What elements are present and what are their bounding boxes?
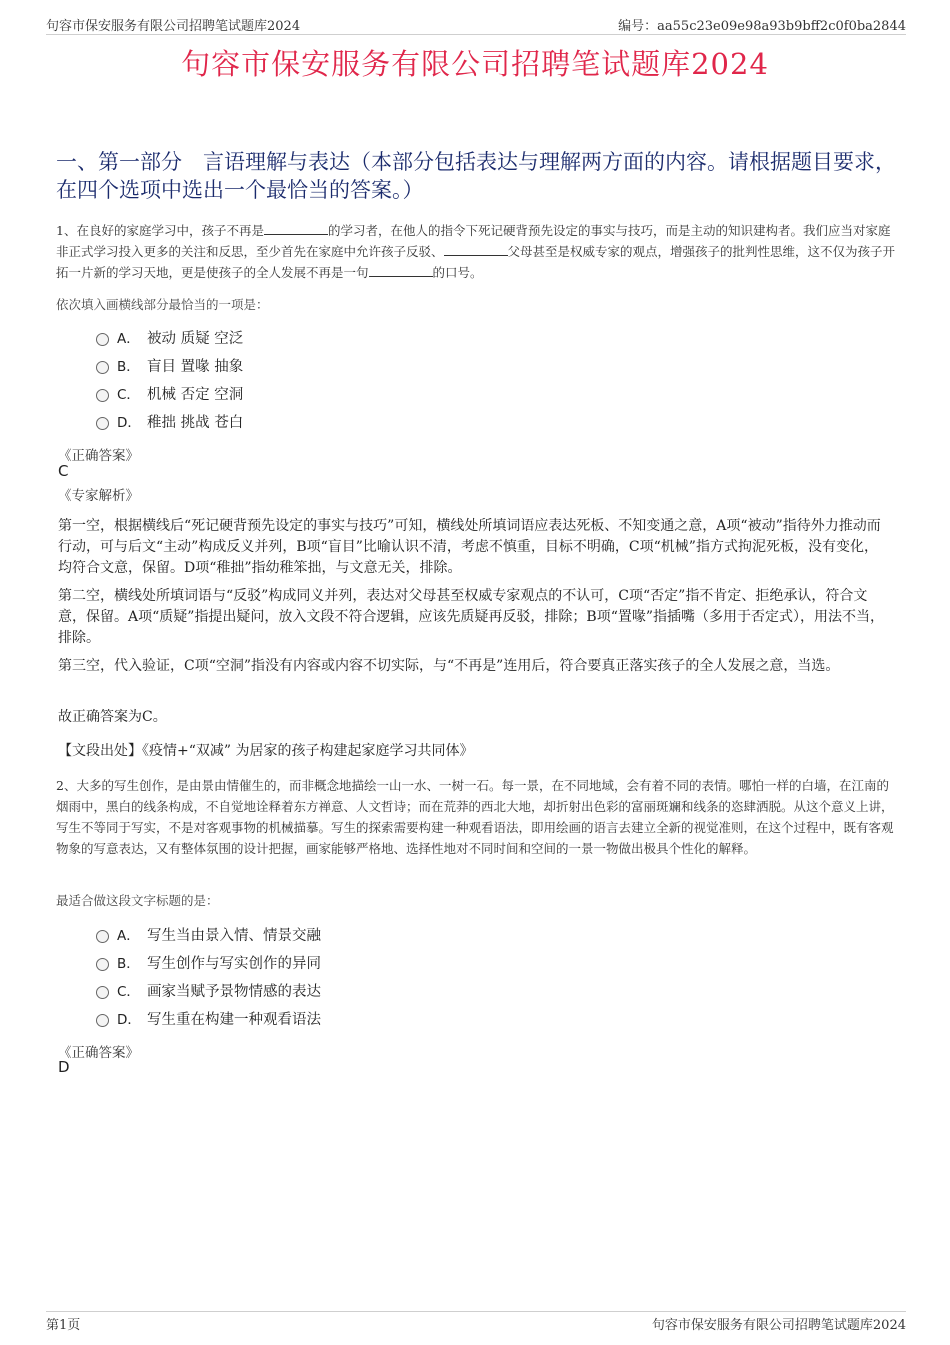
footer-title: 句容市保安服务有限公司招聘笔试题库2024 xyxy=(651,1318,906,1333)
header-document-id: 编号：aa55c23e09e98a93b9bff2c0f0ba2844 xyxy=(618,19,906,34)
q1-source: 【文段出处】《疫情+“双减” 为居家的孩子构建起家庭学习共同体》 xyxy=(58,743,474,759)
q1-blank-3 xyxy=(369,264,433,277)
q1-analysis-paragraph-1: 第一空，根据横线后“死记硬背预先设定的事实与技巧”可知，横线处所填词语应表达死板、不知变通之意，A项“被动”指待外力推动而行动，可与后文“主动”构成反义并列，B项“盲目”比喻认识不清，考虑不慎重，目标不明确，C项“机械”指方式拘泥死板，没有变化，均符合文意，保留。D项“稚拙”指幼稚笨拙，与文意无关，排除。 xyxy=(58,518,881,576)
q1-blank-2 xyxy=(444,243,508,256)
option-text: 写生创作与写实创作的异同 xyxy=(147,956,321,972)
q1-analysis-label: 《专家解析》 xyxy=(58,488,139,504)
document-title: 句容市保安服务有限公司招聘笔试题库2024 xyxy=(181,47,769,81)
q1-prompt: 依次填入画横线部分最恰当的一项是： xyxy=(56,297,269,312)
q1-analysis-paragraph-3: 第三空，代入验证，C项“空洞”指没有内容或内容不切实际，与“不再是”连用后，符合要真正落实孩子的全人发展之意，当选。 xyxy=(58,658,840,674)
q1-text-part-b: 的学习者，在他人的指令下死记硬背预先设定的事实与技巧，而是主动的知识建构者。我们应当对家庭非正式学习投入更多的关注和反思，至少首先在家庭中允许孩子反驳、 xyxy=(56,223,891,259)
option-letter: D． xyxy=(117,1012,141,1028)
option-text: 写生当由景入情、情景交融 xyxy=(147,928,321,944)
radio-icon[interactable] xyxy=(96,958,109,971)
option-text: 盲目 置喙 抽象 xyxy=(147,359,244,375)
option-text: 写生重在构建一种观看语法 xyxy=(147,1012,321,1028)
option-text: 被动 质疑 空泛 xyxy=(147,331,244,347)
q2-answer-label: 《正确答案》 xyxy=(58,1045,139,1061)
q1-blank-1 xyxy=(264,222,328,235)
q1-analysis-paragraph-2: 第二空，横线处所填词语与“反驳”构成同义并列，表达对父母甚至权威专家观点的不认可，C项“否定”指不肯定、拒绝承认，符合文意，保留。A项“质疑”指提出疑问，放入文段不符合逻辑，应该先质疑再反驳，排除；B项“置喙”指插嘴（多用于否定式），用法不当，排除。 xyxy=(58,588,885,646)
header-divider xyxy=(46,34,906,35)
option-text: 画家当赋予景物情感的表达 xyxy=(147,984,321,1000)
q1-option-a[interactable] xyxy=(96,328,243,350)
q1-answer-label: 《正确答案》 xyxy=(58,448,139,464)
option-letter: A． xyxy=(117,928,140,944)
option-letter: B． xyxy=(117,956,140,972)
header-left-title: 句容市保安服务有限公司招聘笔试题库2024 xyxy=(46,19,301,34)
q2-option-c[interactable] xyxy=(96,981,321,1003)
page-number: 第1页 xyxy=(46,1318,81,1333)
option-letter: C． xyxy=(117,984,140,1000)
q1-option-b[interactable] xyxy=(96,356,243,378)
radio-icon[interactable] xyxy=(96,930,109,943)
option-letter: B． xyxy=(117,359,140,375)
footer-divider xyxy=(46,1311,906,1312)
option-text: 机械 否定 空洞 xyxy=(147,387,244,403)
radio-icon[interactable] xyxy=(96,986,109,999)
q2-option-b[interactable] xyxy=(96,953,321,975)
question-1-text xyxy=(56,220,896,283)
q1-text-part-d: 的口号。 xyxy=(432,265,483,280)
q1-analysis-conclusion: 故正确答案为C。 xyxy=(58,709,167,725)
radio-icon[interactable] xyxy=(96,333,109,346)
section-heading: 一、第一部分 言语理解与表达（本部分包括表达与理解两方面的内容。请根据题目要求，在四个选项中选出一个最恰当的答案。） xyxy=(56,150,896,202)
q2-prompt: 最适合做这段文字标题的是： xyxy=(56,893,219,908)
option-letter: A． xyxy=(117,331,140,347)
option-text: 稚拙 挑战 苍白 xyxy=(147,415,244,431)
q2-option-d[interactable] xyxy=(96,1009,321,1031)
option-letter: C． xyxy=(117,387,140,403)
q2-answer: D xyxy=(58,1058,70,1076)
radio-icon[interactable] xyxy=(96,1014,109,1027)
q1-answer: C xyxy=(58,462,69,480)
radio-icon[interactable] xyxy=(96,417,109,430)
radio-icon[interactable] xyxy=(96,389,109,402)
q2-option-a[interactable] xyxy=(96,925,321,947)
radio-icon[interactable] xyxy=(96,361,109,374)
option-letter: D． xyxy=(117,415,141,431)
question-2-text: 2、大多的写生创作，是由景由情催生的，而非概念地描绘一山一水、一树一石。每一景，在不同地域，会有着不同的表情。哪怕一样的白墙，在江南的烟雨中，黑白的线条构成，不自觉地诠释着东方禅意、人文哲诗；而在荒莽的西北大地，却折射出色彩的富丽斑斓和线条的恣肆洒脱。从这个意义上讲，写生不等同于写实，不是对客观事物的机械描摹。写生的探索需要构建一种观看语法，即用绘画的语言去建立全新的视觉准则，在这个过程中，既有客观物象的写意表达，又有整体氛围的设计把握，画家能够严格地、选择性地对不同时间和空间的一景一物做出极具个性化的解释。 xyxy=(56,778,894,856)
q1-text-part-c: 父母甚至是权威专家的观点，增强孩子的批判性思维，这不仅为孩子开拓一片新的学习天地，更是使孩子的全人发展不再是一句 xyxy=(56,244,896,280)
q1-option-d[interactable] xyxy=(96,412,243,434)
q1-text-part-a: 1、在良好的家庭学习中，孩子不再是 xyxy=(56,223,264,238)
q1-option-c[interactable] xyxy=(96,384,243,406)
